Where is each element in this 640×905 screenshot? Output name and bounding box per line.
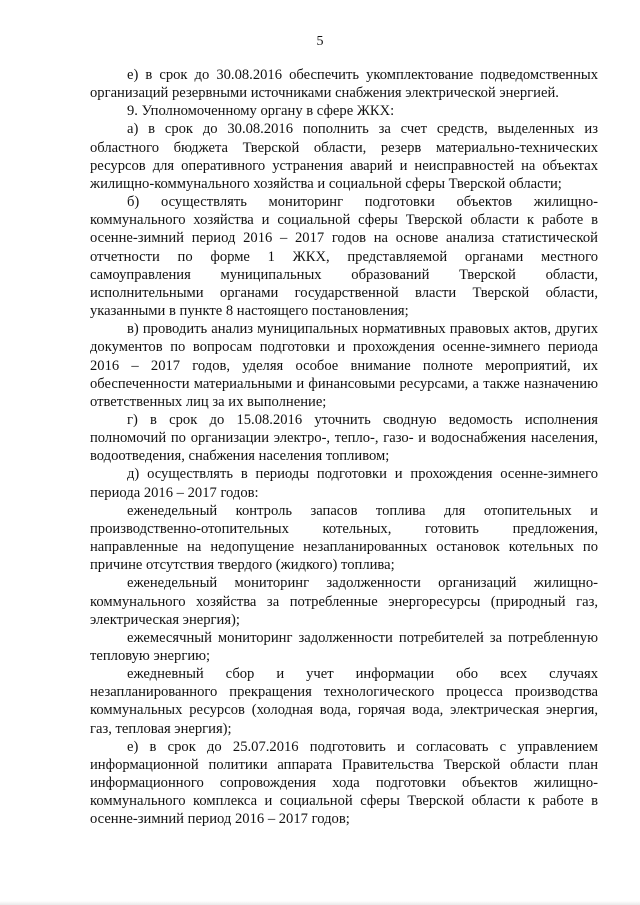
paragraph-9e: е) в срок до 25.07.2016 подготовить и согласовать с управлением информационной политики аппарата Правительства Тверской области план информационного сопровождения хода подготовки объектов жилищно-коммунального комплекса и социальной сферы Тверской области к работе в осенне-зимний период 2016 – 2017 годов; <box>90 738 598 828</box>
paragraph-9b: б) осуществлять мониторинг подготовки объектов жилищно-коммунального хозяйства и социальной сферы Тверской области к работе в осенне-зимний период 2016 – 2017 годов на основе анализа статистической отчетности по форме 1 ЖКХ, представляемой органами местного самоуправления муниципальных образований Тверской области, исполнительными органами государственной власти Тверской области, указанными в пункте 8 настоящего постановления; <box>90 194 598 320</box>
page-number: 5 <box>316 34 324 49</box>
paragraph-daily-collection: ежедневный сбор и учет информации обо всех случаях незапланированного прекращения технологического процесса производства коммунальных ресурсов (холодная вода, горячая вода, электрическая энергия, газ, тепловая энергия); <box>90 666 598 737</box>
paragraph-9d: д) осуществлять в периоды подготовки и прохождения осенне-зимнего периода 2016 – 2017 годов: <box>90 466 598 501</box>
paragraph-consumer-debt: ежемесячный мониторинг задолженности потребителей за потребленную тепловую энергию; <box>90 629 598 664</box>
paragraph-9e-prev: е) в срок до 30.08.2016 обеспечить укомплектование подведомственных организаций резервными источниками снабжения электрической энергией. <box>90 67 598 102</box>
paragraph-9v: в) проводить анализ муниципальных нормативных правовых актов, других документов по вопросам подготовки и прохождения осенне-зимнего периода 2016 – 2017 годов, уделяя особое внимание полноте мероприятий, их обеспеченности материальными и финансовыми ресурсами, а также назначению ответственных лиц за их выполнение; <box>90 321 598 410</box>
scan-edge <box>0 901 640 905</box>
document-body <box>90 66 598 829</box>
paragraph-fuel-control: еженедельный контроль запасов топлива для отопительных и производственно-отопительных котельных, готовить предложения, направленные на недопущение незапланированных остановок котельных по причине отсутствия твердого (жидкого) топлива; <box>90 502 598 574</box>
paragraph-debt-monitoring: еженедельный мониторинг задолженности организаций жилищно-коммунального хозяйства за потребленные энергоресурсы (природный газ, электрическая энергия); <box>90 575 598 628</box>
paragraph-9a: а) в срок до 30.08.2016 пополнить за счет средств, выделенных из областного бюджета Тверской области, резерв материально-технических ресурсов для оперативного устранения аварий и неисправностей на объектах жилищно-коммунального хозяйства и социальной сферы Тверской области; <box>90 121 598 192</box>
paragraph-item-9: 9. Уполномоченному органу в сфере ЖКХ: <box>127 103 395 120</box>
paragraph-9g: г) в срок до 15.08.2016 уточнить сводную ведомость исполнения полномочий по организации электро-, тепло-, газо- и водоснабжения населения, водоотведения, снабжения населения топливом; <box>90 411 598 465</box>
